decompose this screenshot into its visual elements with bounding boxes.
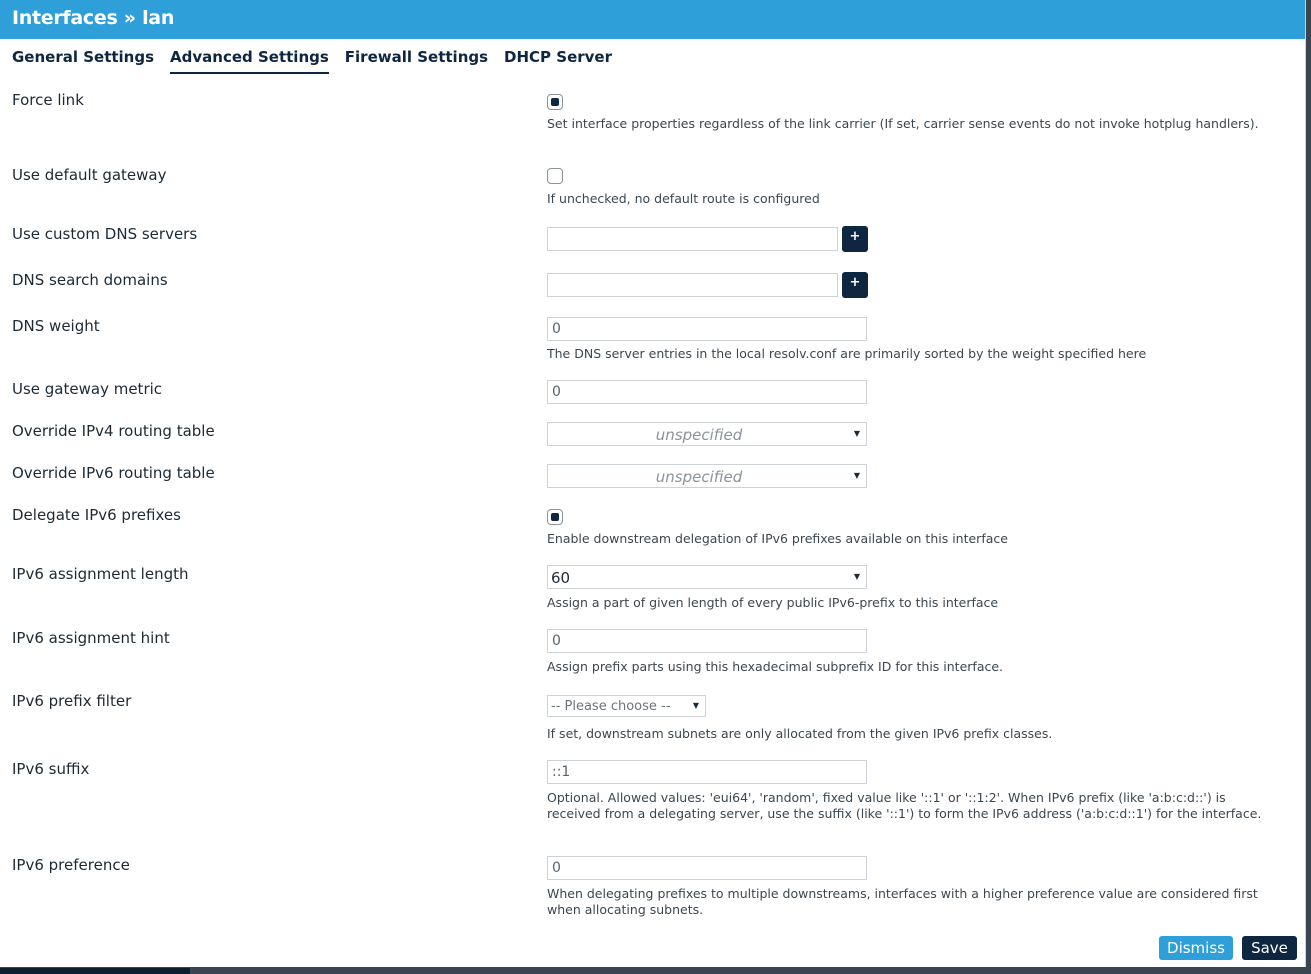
ipv6-assignment-length-value: 60 <box>551 569 571 587</box>
ipv6-assignment-hint-label: IPv6 assignment hint <box>12 629 170 647</box>
tab-firewall-settings[interactable]: Firewall Settings <box>344 48 489 66</box>
page-background-footer <box>0 968 190 974</box>
ipv6-assignment-hint-description: Assign prefix parts using this hexadecimal subprefix ID for this interface. <box>547 659 1004 674</box>
modal-title: Interfaces » lan <box>12 7 175 29</box>
ipv6-suffix-input[interactable]: ::1 <box>547 760 867 784</box>
tab-bar <box>12 46 628 74</box>
dismiss-button[interactable]: Dismiss <box>1159 936 1233 960</box>
custom-dns-input[interactable] <box>547 227 838 251</box>
custom-dns-add-button[interactable]: + <box>842 226 868 252</box>
ipv6-suffix-label: IPv6 suffix <box>12 760 90 778</box>
dns-search-domains-add-button[interactable]: + <box>842 272 868 298</box>
ipv4-routing-table-select[interactable] <box>547 422 867 446</box>
ipv6-preference-label: IPv6 preference <box>12 856 130 874</box>
force-link-description: Set interface properties regardless of the link carrier (If set, carrier sense events do not invoke hotplug handlers). <box>547 116 1259 131</box>
delegate-ipv6-checkbox[interactable] <box>547 509 563 525</box>
ipv6-assignment-length-description: Assign a part of given length of every public IPv6-prefix to this interface <box>547 595 999 610</box>
dns-weight-description: The DNS server entries in the local resolv.conf are primarily sorted by the weight specified here <box>547 346 1147 361</box>
tab-general-settings[interactable]: General Settings <box>12 48 155 66</box>
dns-weight-label: DNS weight <box>12 317 100 335</box>
tab-dhcp-server[interactable]: DHCP Server <box>504 48 612 66</box>
save-button[interactable]: Save <box>1242 936 1297 960</box>
gateway-metric-label: Use gateway metric <box>12 380 163 398</box>
tab-advanced-settings[interactable]: Advanced Settings <box>170 46 329 74</box>
ipv6-routing-table-label: Override IPv6 routing table <box>12 464 215 482</box>
use-default-gateway-label: Use default gateway <box>12 166 167 184</box>
modal-header <box>0 0 1305 39</box>
ipv4-routing-table-value: unspecified <box>655 426 743 444</box>
ipv4-routing-table-label: Override IPv4 routing table <box>12 422 215 440</box>
force-link-label: Force link <box>12 91 84 109</box>
force-link-checkbox[interactable] <box>547 94 563 110</box>
chevron-down-icon: ▼ <box>853 471 860 480</box>
delegate-ipv6-description: Enable downstream delegation of IPv6 prefixes available on this interface <box>547 531 1008 546</box>
chevron-down-icon: ▼ <box>853 429 860 438</box>
delegate-ipv6-label: Delegate IPv6 prefixes <box>12 506 181 524</box>
chevron-down-icon: ▼ <box>692 701 699 710</box>
ipv6-preference-input[interactable]: 0 <box>547 856 867 880</box>
dns-search-domains-label: DNS search domains <box>12 271 168 289</box>
ipv6-prefix-filter-select[interactable] <box>547 695 706 717</box>
dns-weight-input[interactable]: 0 <box>547 317 867 341</box>
dns-search-domains-input[interactable] <box>547 273 838 297</box>
ipv6-assignment-length-label: IPv6 assignment length <box>12 565 189 583</box>
ipv6-assignment-length-select[interactable] <box>547 565 867 589</box>
chevron-down-icon: ▼ <box>853 572 860 581</box>
use-default-gateway-description: If unchecked, no default route is configured <box>547 191 820 206</box>
ipv6-routing-table-select[interactable] <box>547 464 867 488</box>
ipv6-prefix-filter-value: -- Please choose -- <box>551 699 671 714</box>
ipv6-preference-description: When delegating prefixes to multiple downstreams, interfaces with a higher preference value are considered first when allocating subnets. <box>547 886 1258 917</box>
ipv6-suffix-description: Optional. Allowed values: 'eui64', 'random', fixed value like '::1' or '::1:2'. When IPv6 prefix (like 'a:b:c:d::') is received from a delegating server, use the suffix (like '::1') to form the IPv6 address ('a:b:c:d::1') for the interface. <box>547 790 1262 821</box>
use-default-gateway-checkbox[interactable] <box>547 168 563 184</box>
ipv6-routing-table-value: unspecified <box>655 468 743 486</box>
ipv6-assignment-hint-input[interactable]: 0 <box>547 629 867 653</box>
gateway-metric-input[interactable]: 0 <box>547 380 867 404</box>
ipv6-prefix-filter-description: If set, downstream subnets are only allocated from the given IPv6 prefix classes. <box>547 726 1053 741</box>
ipv6-prefix-filter-label: IPv6 prefix filter <box>12 692 132 710</box>
custom-dns-label: Use custom DNS servers <box>12 225 198 243</box>
